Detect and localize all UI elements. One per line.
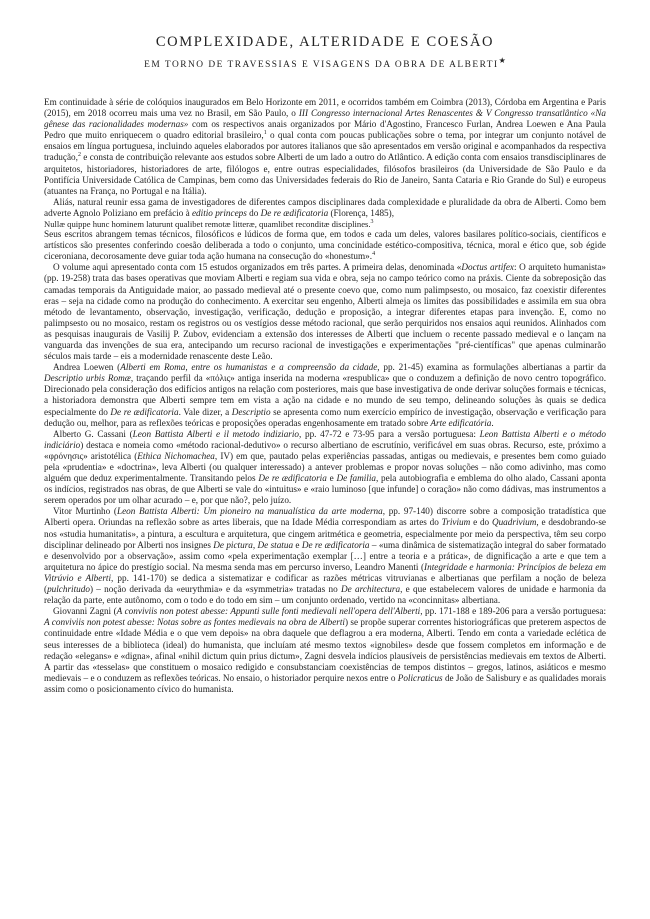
- paragraph-6: Alberto G. Cassani (Leon Battista Alberti e il metodo indiziario, pp. 47-72 e 73-95 para a versão portuguesa: Leon Battista Alberti e o método indiciário) destaca e nomeia como «método racional-dedutivo» o recurso albertiano de escrutínio, verificável em suas obras. Recurso, este, próximo a «φρόνησις» aristotélica (Ethica Nichomachea, IV) em que, pautado pelas experiências passadas, antigas ou medievais, e presentes bem como guiado pela «prudentia» e «doctrina», leva Alberti (ou qualquer interessado) a antever problemas e propor novas soluções – não como adivinho, mas como alguém que deduz experimentalmente. Transitando pelos De re ædificatoria e De familia, pela autobiografia e emblema do olho alado, Cassani aponta os indícios, registrados nas obras, de que Alberti se vale do «intuitus» e «raio luminoso [que infunde] o coração» não como dádivas, mas instrumentos a serem operados por um olhar acurado – e, por que não?, pelo juízo.: [44, 428, 606, 506]
- paragraph-7: Vitor Murtinho (Leon Battista Alberti: Um pioneiro na manualística da arte moderna, pp. 97-140) discorre sobre a composição tratadística que Alberti opera. Oriundas na reflexão sobre as artes liberais, que na Idade Média correspondiam as artes do Trivium e do Quadrivium, e desdobrando-se nos «studia humanitatis», a pintura, a escultura e arquitetura, que cingem aritmética e geometria, especialmente por meio da perspectiva, têm seu corpo disciplinar delineado por Alberti nos insignes De pictura, De statua e De re ædificatoria – «uma dinâmica de sistematização integral do saber formatado e desenvolvido por a observação», assim como «pela experimentação exemplar […] entre a teoria e a prática», de dignificação a arte e que tem a arquitetura no ápice do prestígio social. Na mesma senda mas em percurso inverso, Leandro Manenti (Integridade e harmonia: Princípios de beleza em Vitrúvio e Alberti, pp. 141-170) se dedica a sistematizar e codificar as razões métricas vitruvianas e albertianas que perfilam a noção de beleza (pulchritudo) – noção derivada da «eurythmia» e da «symmetria» tratadas no De architectura, e que estabelecem valores de unidade e harmonia da relação da parte, ente autônomo, com o todo e do todo em sim – um conjunto ordenado, vertido na «concinnitas» albertiana.: [44, 506, 607, 606]
- paragraph-4: O volume aqui apresentado conta com 15 estudos organizados em três partes. A primeira delas, denominada «Doctus artifex: O arquiteto humanista» (pp. 19-258) trata das bases operativas que moviam Alberti e regiam sua vida e obra, seja no campo teórico como na práxis. Ciente da sobreposição das camadas temporais da Antiguidade maior, ao passado medieval até o presente coevo que, como num palimpsesto, ou mosaico, faz coexistir diferentes eras – seja na cidade como na produção do conhecimento. A exercitar seu engenho, Alberti almeja os limites das possibilidades e assimila em sua obra método de levantamento, observação, investigação, verificação, dedução e proposição, a integrar diferentes etapas para invenção. E, como no palimpsesto ou no mosaico, restam os registros ou os vestígios desse método racional, que serão perquiridos nos ensaios aqui reunidos. Alinhados com as pesquisas inaugurais de Vasilij P. Zubov, evidenciam a extensão dos interesses de Alberti que incluem o recente passado medieval e o lançam na vanguarda das invenções de sua era, antecipando um recurso racional de investigações e experimentações "pré-científicas" que apenas culminarão séculos mais tarde – eis a modernidade renascente deste Leão.: [44, 262, 606, 362]
- article-subtitle: [44, 55, 606, 70]
- footnote-ref: 2: [77, 152, 81, 159]
- paragraph-3: Seus escritos abrangem temas técnicos, filosóficos e lúdicos de forma que, em todos e cada um deles, valores basilares político-sociais, científicos e artísticos são presentes conferindo coesão deliberada a todo o conjunto, uma concinidade estético-compositiva, técnica, moral e ético que, sob égide ciceroniana, decorosamente deve guiar toda ação humana na consecução do «honestum».$^4$: [44, 229, 606, 262]
- subtitle-text: EM TORNO DE TRAVESSIAS E VISAGENS DA OBRA DE ALBERTI: [144, 60, 499, 70]
- footnote-ref: 4: [372, 251, 376, 258]
- paragraph-5: Andrea Loewen (Alberti em Roma, entre os humanistas e a compreensão da cidade, pp. 21-45) examina as formulações albertianas a partir da Descriptio urbis Romæ, traçando perfil da «πόλις» antiga inserida na moderna «respublica» que o conduzem a definição de novo centro topográfico. Direcionado pela consideração dos edifícios antigos na relação com posteriores, mais que base investigativa de onde derivar soluções formais e técnicas, a historiadora demonstra que Alberti sempre tem em vista a ação na cidade e no mundo de seu tempo, delineando soluções às quais se dedica especialmente do De re ædificatoria. Vale dizer, a Descriptio se apresenta como num exercício empírico de investigação, observação e verificação para dedução ou, melhor, para as reflexões teóricas e proposições operadas engenhosamente em tratado sobre Arte edificatória.: [44, 362, 607, 428]
- footnote-ref: 1: [263, 130, 267, 137]
- article-title: COMPLEXIDADE, ALTERIDADE E COESÃO: [155, 34, 495, 50]
- subtitle-footnote-mark: ★: [498, 55, 506, 65]
- footnote-ref: 3: [370, 219, 374, 226]
- paragraph-1: Em continuidade à série de colóquios inaugurados em Belo Horizonte em 2011, e ocorridos também em Coimbra (2013), Córdoba em Argentina e Paris (2015), em 2018 ocorreu mais uma vez no Brasil, em São Paulo, o III Congresso internacional Artes Renascentes & V Congresso transatlântico «Na gênese das racionalidades modernas» com os respectivos anais organizados por Mário d'Agostino, Francesco Furlan, Andrea Loewen e Ana Paula Pedro que muito enriquecem o quadro editorial brasileiro,$^1$ o qual conta com poucas publicações sobre o tema, por integrar um conjunto notável de ensaios em língua portuguesa, incluindo aqueles elaborados por autores italianos que são apresentados em versão original e acompanhados da respectiva tradução,$^2$ e consta de contribuição relevante aos estudos sobre Alberti de um lado a outro do Atlântico. A edição conta com ensaios transdisciplinares de arquitetos, historiadores, historiadores de arte, filólogos e, entre outras especialidades, filósofos brasileiros (da Universidade de São Paulo e da Pontifícia Universidade Católica de Campinas, bem como das Universidades federais do Rio de Janeiro, Santa Cataria e Rio Grande do Sul) e europeus (atuantes na França, no Portugal e na Itália).: [44, 97, 607, 196]
- block-quote: Nullæ quippe hunc hominem laturunt qualibet remotæ litteræ, quamlibet reconditæ disciplines.$^3$: [44, 219, 374, 230]
- article-body: [44, 97, 606, 695]
- paragraph-8: Giovanni Zagni (A conviviis non potest abesse: Appunti sulle fonti medievali nell'opera dell'Alberti, pp. 171-188 e 189-206 para a versão portuguesa: A conviviis non potest abesse: Notas sobre as fontes medievais na obra de Alberti) se propõe superar correntes historiográficas que preterem aspectos de continuidade entre «Idade Média e o que vem depois» na obra daquele que deflagrou a era moderna, Alberti. Tendo em conta a variedade eclética de seus interesses de a biblioteca (ideal) do humanista, que incluíam até mesmo textos «ignobiles» desde que fossem completos em informação e de redação «elegans» e «digna», afinal «nihil dictum quin prius dictum», Zagni desvela indícios plausíveis de persistências medievais em textos de Alberti. A partir das «tesselas» que constituem o mosaico redigido e consubstanciam coexistências de tempos distintos – gregos, latinos, asiáticos e mesmo medievais – e o conduzem as reflexões teóricas. No ensaio, o historiador perquire nexos entre o Policraticus de João de Salisbury e as qualidades morais assim como o posicionamento cívico do humanista.: [44, 606, 606, 694]
- paragraph-2: Aliás, natural reunir essa gama de investigadores de diferentes campos disciplinares dada complexidade e pluralidade da obra de Alberti. Como bem adverte Agnolo Poliziano em prefácio à editio princeps do De re ædificatoria (Florença, 1485),: [44, 196, 606, 218]
